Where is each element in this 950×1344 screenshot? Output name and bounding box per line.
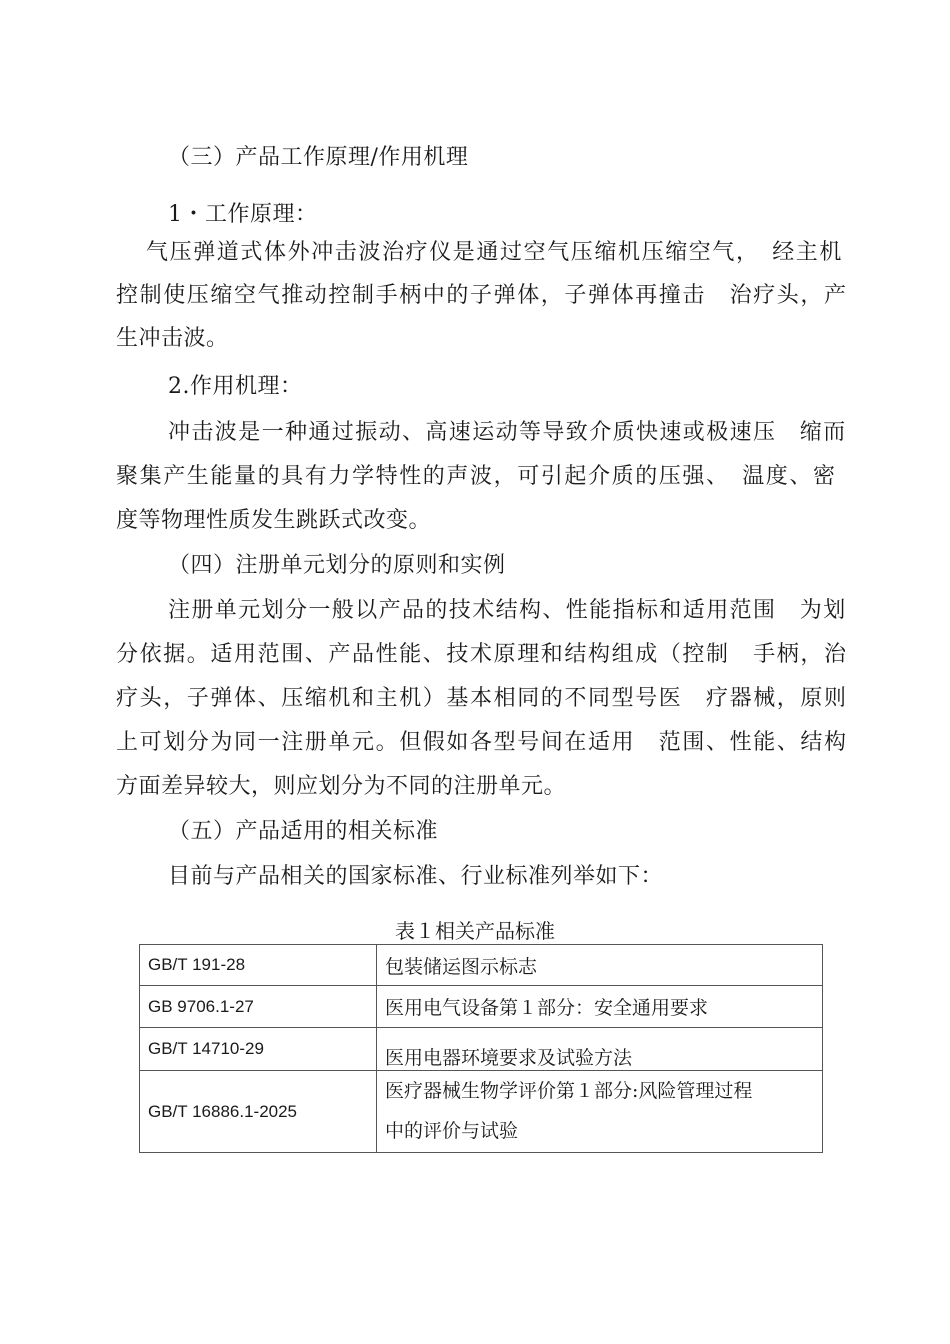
section4-line-4: 上可划分为同一注册单元。但假如各型号间在适用 范围、性能、结构 [116, 730, 848, 755]
standard-title: 医用电器环境要求及试验方法 [377, 1028, 823, 1071]
item1-line-3: 生冲击波。 [116, 326, 229, 351]
standard-title-line-2: 中的评价与试验 [385, 1120, 519, 1142]
section5-intro: 目前与产品相关的国家标准、行业标准列举如下： [168, 864, 664, 889]
item1-heading: 1・工作原理： [168, 202, 318, 227]
standard-title: 医用电气设备第１部分：安全通用要求 [377, 986, 823, 1028]
section3-heading: （三）产品工作原理/作用机理 [168, 145, 469, 170]
item1-line-2: 控制使压缩空气推动控制手柄中的子弹体，子弹体再撞击 治疗头，产 [116, 283, 848, 308]
section4-heading: （四）注册单元划分的原则和实例 [168, 553, 506, 578]
item1-line-1: 气压弹道式体外冲击波治疗仪是通过空气压缩机压缩空气， 经主机 [146, 240, 844, 265]
section4-line-2: 分依据。适用范围、产品性能、技术原理和结构组成（控制 手柄，治 [116, 642, 848, 667]
item2-line-2: 聚集产生能量的具有力学特性的声波，可引起介质的压强、 温度、密 [116, 464, 837, 489]
item2-line-1: 冲击波是一种通过振动、高速运动等导致介质快速或极速压 缩而 [168, 420, 847, 445]
standard-code: GB/T 191-28 [140, 945, 377, 986]
standard-code: GB 9706.1-27 [140, 986, 377, 1028]
table-row [140, 945, 823, 986]
standard-code: GB/T 14710-29 [140, 1028, 377, 1071]
table-row [140, 1071, 823, 1153]
standards-table [139, 944, 823, 1153]
table-row [140, 1028, 823, 1071]
table-caption: 表１相关产品标准 [395, 919, 555, 943]
section4-line-1: 注册单元划分一般以产品的技术结构、性能指标和适用范围 为划 [168, 598, 847, 623]
section5-heading: （五）产品适用的相关标准 [168, 819, 439, 844]
table-row [140, 986, 823, 1028]
section4-line-5: 方面差异较大，则应划分为不同的注册单元。 [116, 774, 567, 799]
section4-line-3: 疗头，子弹体、压缩机和主机）基本相同的不同型号医 疗器械，原则 [116, 686, 848, 711]
item2-line-3: 度等物理性质发生跳跃式改变。 [116, 508, 432, 533]
standard-title-line-1: 医疗器械生物学评价第１部分:风险管理过程 [385, 1080, 753, 1102]
standard-title [377, 1071, 823, 1153]
standard-code: GB/T 16886.1-2025 [140, 1071, 377, 1153]
standard-title: 包装储运图示标志 [377, 945, 823, 986]
item2-heading: 2.作用机理： [168, 374, 303, 399]
